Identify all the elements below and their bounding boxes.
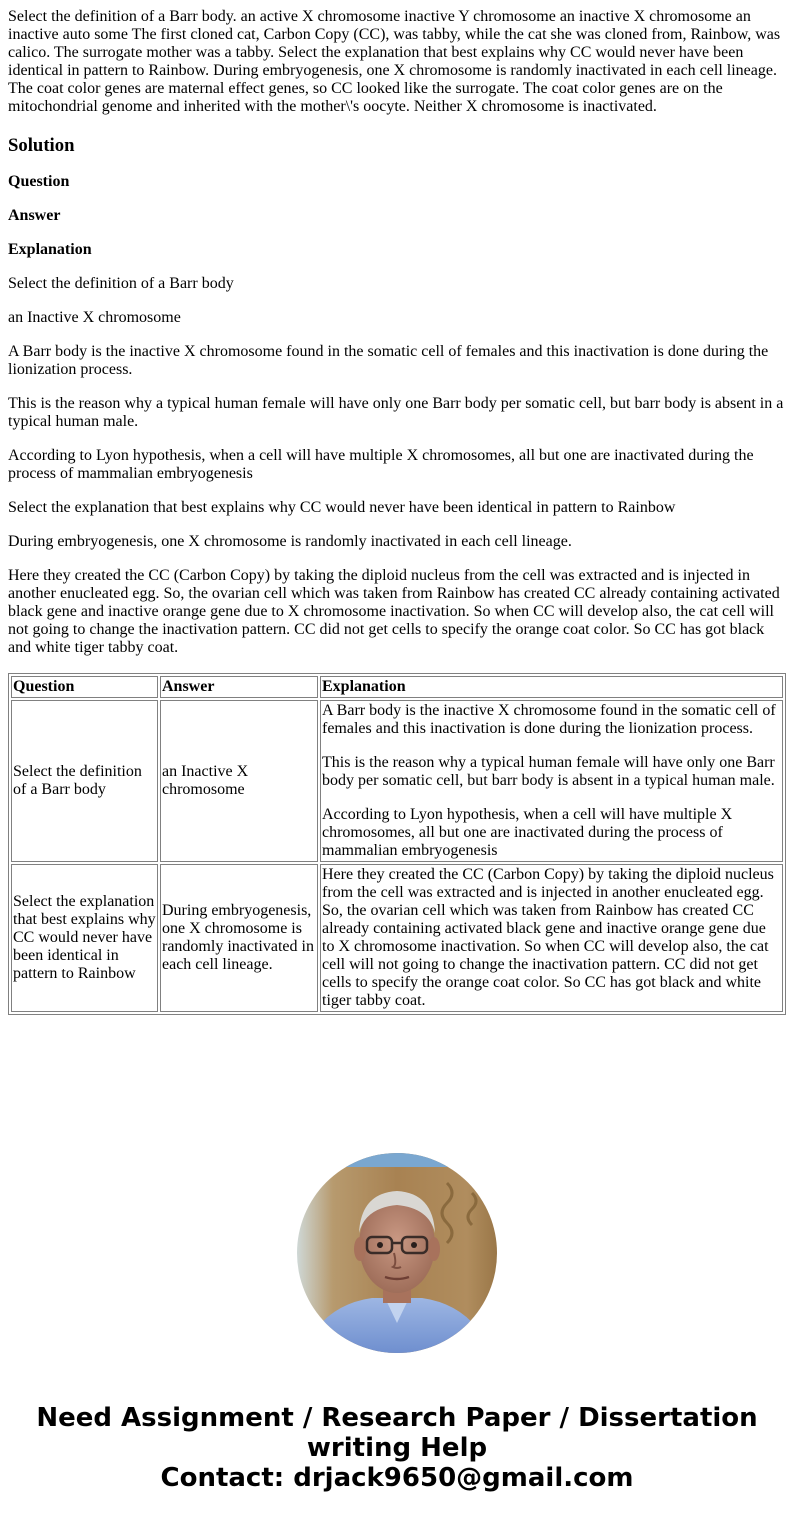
item1-explanation-1: A Barr body is the inactive X chromosome found in the somatic cell of females and this inactivation is done during the lionization process. <box>8 343 769 378</box>
author-photo-icon <box>297 1153 497 1353</box>
label-question: Question <box>8 173 70 190</box>
cell-explanation-para: According to Lyon hypothesis, when a cell will have multiple X chromosomes, all but one are inactivated during the process of mammalian embryogenesis <box>322 806 733 859</box>
cell-answer: During embryogenesis, one X chromosome is randomly inactivated in each cell lineage. <box>160 864 318 1012</box>
cell-answer: an Inactive X chromosome <box>160 700 318 862</box>
cell-question: Select the explanation that best explains why CC would never have been identical in pattern to Rainbow <box>11 864 158 1012</box>
document-body <box>8 8 786 1015</box>
item2-question: Select the explanation that best explains why CC would never have been identical in pattern to Rainbow <box>8 499 676 516</box>
th-answer: Answer <box>160 676 318 698</box>
cell-explanation-para: Here they created the CC (Carbon Copy) by taking the diploid nucleus from the cell was extracted and is injected in another enucleated egg. So, the ovarian cell which was taken from Rainbow has created CC already containing activated black gene and inactive orange gene due to X chromosome inactivation. So when CC will develop also, the cat cell will not going to change the inactivation pattern. CC did not get cells to specify the orange coat color. So CC has got black and white tiger tabby coat. <box>322 866 774 1009</box>
question-text: Select the definition of a Barr body. an active X chromosome inactive Y chromosome an inactive X chromosome an inactive auto some The first cloned cat, Carbon Copy (CC), was tabby, while the cat she was cloned from, Rainbow, was calico. The surrogate mother was a tabby. Select the explanation that best explains why CC would never have been identical in pattern to Rainbow. During embryogenesis, one X chromosome is randomly inactivated in each cell lineage. The coat color genes are maternal effect genes, so CC looked like the surrogate. The coat color genes are on the mitochondrial genome and inherited with the mother\'s oocyte. Neither X chromosome is inactivated. <box>8 8 781 115</box>
item2-answer: During embryogenesis, one X chromosome is randomly inactivated in each cell lineage. <box>8 533 572 550</box>
qa-table <box>8 673 786 1015</box>
item1-answer: an Inactive X chromosome <box>8 309 181 326</box>
footer-banner <box>0 1403 794 1493</box>
item1-question: Select the definition of a Barr body <box>8 275 234 292</box>
table-row <box>11 700 783 862</box>
label-answer: Answer <box>8 207 61 224</box>
table-header-row <box>11 676 783 698</box>
th-explanation: Explanation <box>320 676 783 698</box>
footer-line-1: Need Assignment / Research Paper / Dissertation writing Help <box>36 1403 758 1463</box>
solution-heading: Solution <box>8 135 75 156</box>
table-row <box>11 864 783 1012</box>
item1-explanation-3: According to Lyon hypothesis, when a cell will have multiple X chromosomes, all but one are inactivated during the process of mammalian embryogenesis <box>8 447 754 482</box>
label-explanation: Explanation <box>8 241 92 258</box>
item2-explanation-1: Here they created the CC (Carbon Copy) by taking the diploid nucleus from the cell was extracted and is injected in another enucleated egg. So, the ovarian cell which was taken from Rainbow has created CC already containing activated black gene and inactive orange gene due to X chromosome inactivation. So when CC will develop also, the cat cell will not going to change the inactivation pattern. CC did not get cells to specify the orange coat color. So CC has got black and white tiger tabby coat. <box>8 567 780 656</box>
cell-explanation <box>320 700 783 862</box>
cell-explanation <box>320 864 783 1012</box>
cell-explanation-para: This is the reason why a typical human female will have only one Barr body per somatic cell, but barr body is absent in a typical human male. <box>322 754 775 789</box>
cell-question: Select the definition of a Barr body <box>11 700 158 862</box>
author-photo <box>297 1153 497 1353</box>
item1-explanation-2: This is the reason why a typical human female will have only one Barr body per somatic cell, but barr body is absent in a typical human male. <box>8 395 784 430</box>
cell-explanation-para: A Barr body is the inactive X chromosome found in the somatic cell of females and this inactivation is done during the lionization process. <box>322 702 776 737</box>
footer-contact: Contact: drjack9650@gmail.com <box>160 1463 634 1493</box>
th-question: Question <box>11 676 158 698</box>
